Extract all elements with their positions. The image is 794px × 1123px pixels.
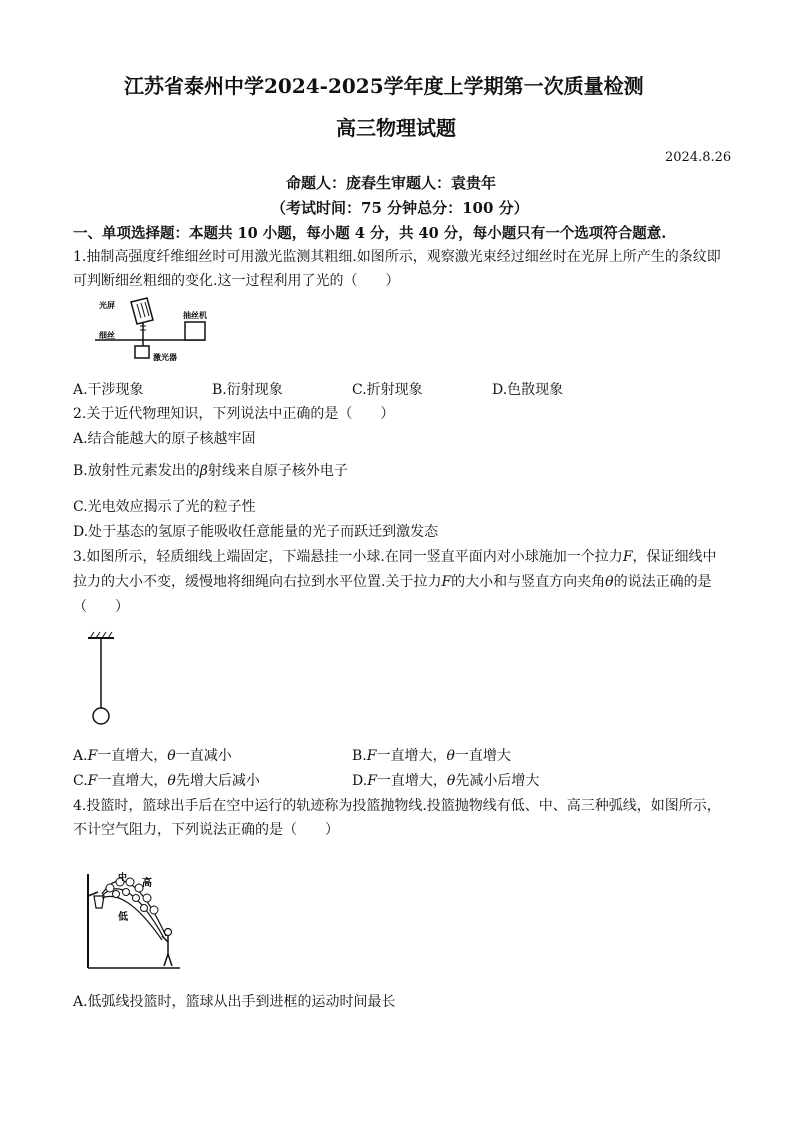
q2-option-c: C.光电效应揭示了光的粒子性	[73, 499, 256, 515]
label-low: 低	[118, 912, 128, 923]
section-heading: 一、单项选择题：本题共 10 小题，每小题 4 分，共 40 分，每小题只有一个选项符合题意.	[73, 225, 667, 242]
q3-f-symbol: F	[366, 748, 377, 764]
exam-date: 2024.8.26	[665, 150, 732, 165]
q3-theta-symbol: θ	[167, 748, 176, 764]
q3-option-c	[73, 771, 260, 791]
q2-b-post: 射线来自原子核外电子	[207, 463, 348, 479]
exam-title: 江苏省泰州中学2024-2025学年度上学期第一次质量检测	[124, 74, 644, 98]
q3-d-end: 先减小后增大	[455, 773, 540, 789]
q3-theta-symbol: θ	[446, 748, 455, 764]
q3-a-end: 一直减小	[175, 748, 232, 764]
q3-d-mid: 一直增大，	[376, 773, 447, 789]
q3-option-d	[352, 771, 539, 791]
q3-theta-symbol: θ	[605, 574, 614, 590]
q3-f-symbol: F	[87, 773, 98, 789]
q3-c-letter: C.	[73, 773, 88, 789]
q3-pendulum-figure	[84, 630, 124, 730]
q3-f-symbol: F	[367, 773, 377, 789]
q3-l1b: ，保证细线中	[632, 549, 717, 565]
authors-line: 命题人：庞春生审题人：袁贵年	[286, 174, 497, 192]
label-laser: 激光器	[153, 353, 177, 362]
q3-a-mid: 一直增大，	[97, 748, 168, 764]
q3-c-end: 先增大后减小	[175, 773, 260, 789]
q1-laser-figure	[95, 292, 225, 374]
q3-b-mid: 一直增大，	[376, 748, 447, 764]
label-wire: 细丝	[99, 331, 115, 340]
q1-stem-line1: 1.抽制高强度纤维细丝时可用激光监测其粗细.如图所示，观察激光束经过细丝时在光屏上所产生的条纹即	[73, 249, 721, 265]
q3-l2b: 的大小和与竖直方向夹角	[451, 574, 606, 590]
q2-option-d: D.处于基态的氢原子能吸收任意能量的光子而跃迁到激发态	[73, 524, 439, 540]
beta-symbol: β	[199, 463, 208, 479]
q1-option-a: A.干涉现象	[73, 382, 144, 398]
q1-option-b: B.衍射现象	[212, 382, 283, 398]
q3-f-symbol: F	[441, 574, 452, 590]
label-screen: 光屏	[99, 301, 115, 310]
q2-option-b	[73, 461, 348, 481]
q3-c-mid: 一直增大，	[97, 773, 168, 789]
q4-option-a: A.低弧线投篮时，篮球从出手到进框的运动时间最长	[73, 994, 396, 1010]
q1-stem-line2: 可判断细丝粗细的变化.这一过程利用了光的（ ）	[73, 273, 400, 289]
q3-f-symbol: F	[87, 748, 98, 764]
exam-subtitle: 高三物理试题	[336, 116, 456, 140]
q3-theta-symbol: θ	[167, 773, 176, 789]
q3-d-letter: D.	[352, 773, 368, 789]
q2-stem: 2.关于近代物理知识，下列说法中正确的是（ ）	[73, 406, 395, 422]
q4-basketball-figure	[80, 862, 190, 970]
q4-stem-line1: 4.投篮时，篮球出手后在空中运行的轨迹称为投篮抛物线.投篮抛物线有低、中、高三种弧线，如图所示，	[73, 798, 721, 814]
q3-stem-line2	[73, 572, 712, 592]
q3-b-letter: B.	[352, 748, 367, 764]
q1-option-c: C.折射现象	[352, 382, 423, 398]
q3-b-end: 一直增大	[454, 748, 511, 764]
q2-option-a: A.结合能越大的原子核越牢固	[73, 431, 256, 447]
q3-l2a: 拉力的大小不变，缓慢地将细绳向右拉到水平位置.关于拉力	[73, 574, 442, 590]
label-machine: 抽丝机	[183, 311, 207, 320]
q3-l2c: 的说法正确的是	[613, 574, 712, 590]
q3-f-symbol: F	[622, 549, 633, 565]
label-high: 高	[142, 878, 152, 889]
q2-b-pre: B.放射性元素发出的	[73, 463, 200, 479]
q3-stem-line3: （ ）	[73, 599, 129, 615]
q3-a-letter: A.	[73, 748, 88, 764]
q3-stem-line1	[73, 547, 717, 567]
time-score-line: （考试时间：75 分钟总分：100 分）	[271, 199, 529, 217]
q3-option-b	[352, 746, 511, 766]
label-mid: 中	[118, 873, 128, 883]
q3-option-a	[73, 746, 232, 766]
q3-theta-symbol: θ	[446, 773, 456, 789]
q3-l1a: 3.如图所示，轻质细线上端固定，下端悬挂一小球.在同一竖直平面内对小球施加一个拉力	[73, 549, 623, 565]
q1-option-d: D.色散现象	[492, 382, 564, 398]
q4-stem-line2: 不计空气阻力，下列说法正确的是（ ）	[73, 822, 339, 838]
